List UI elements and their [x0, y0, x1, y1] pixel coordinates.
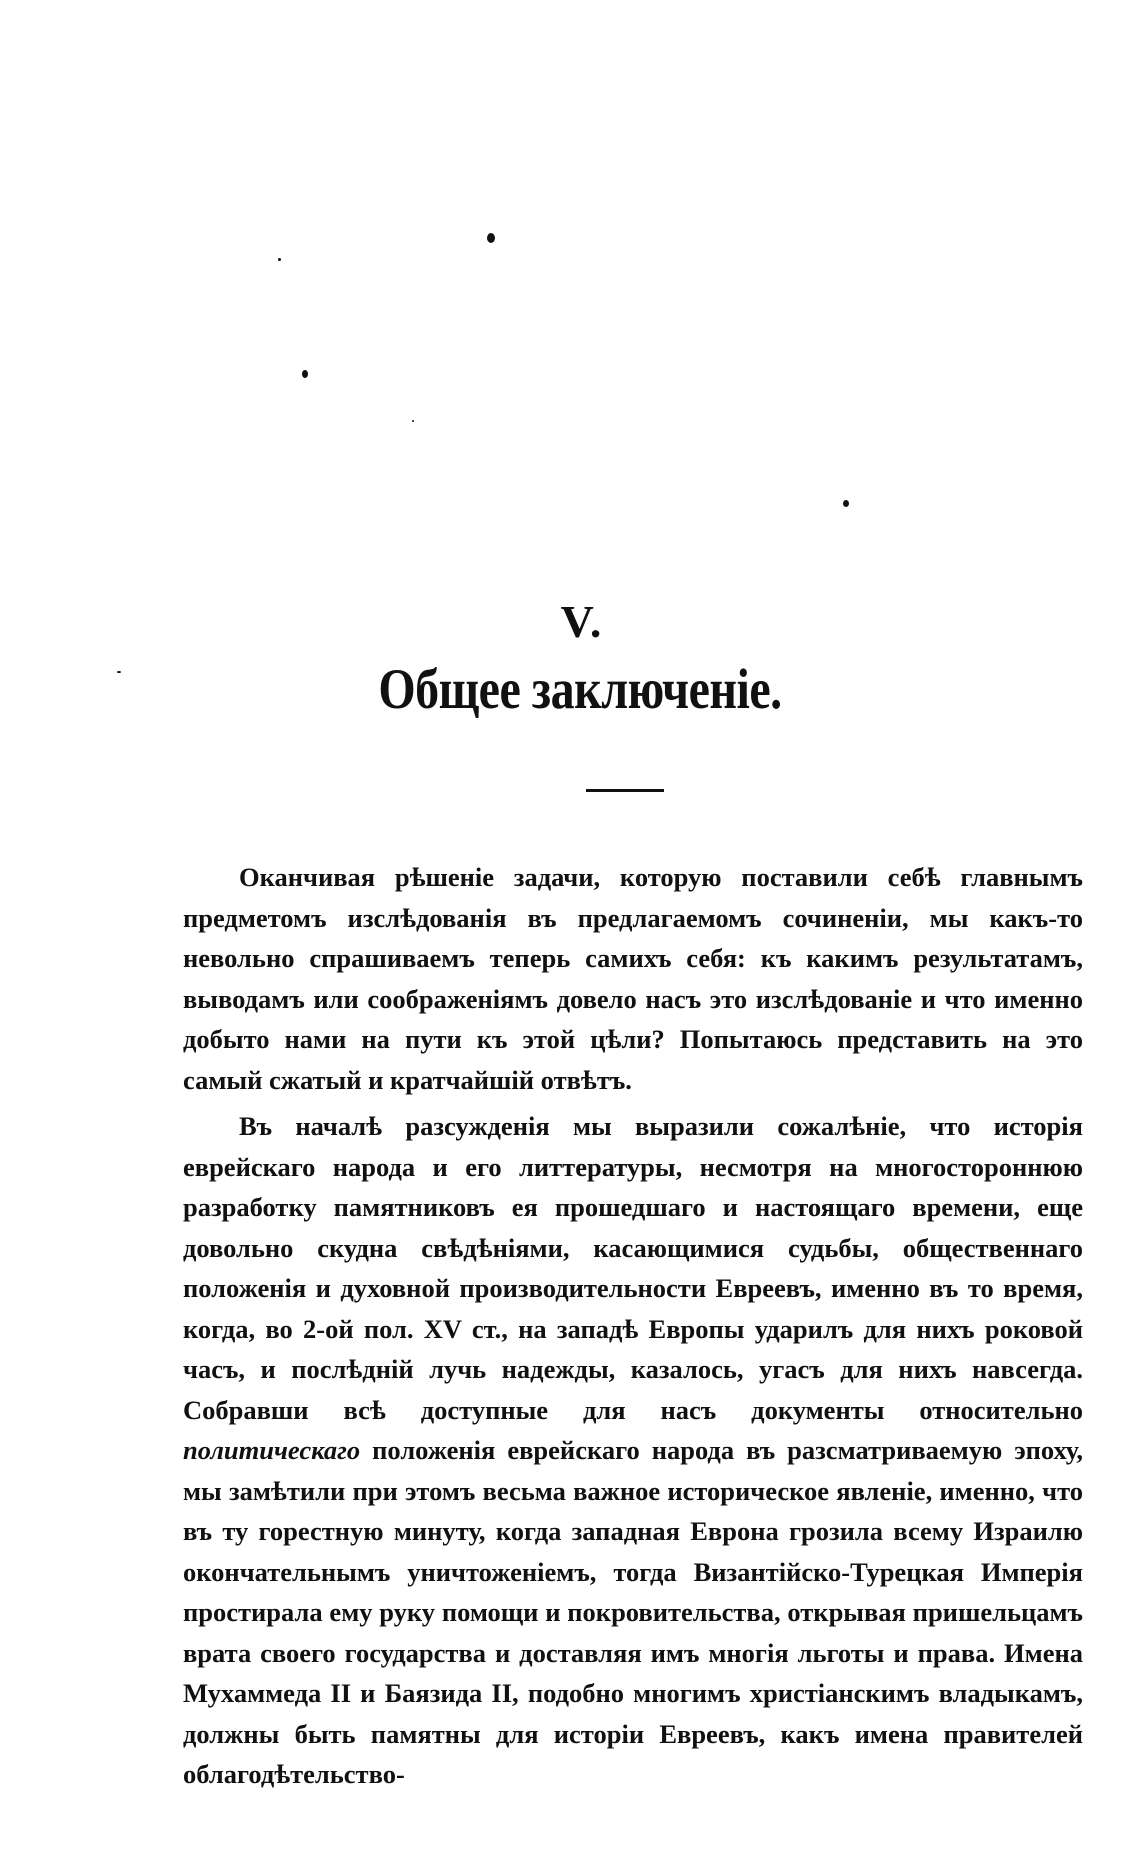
italic-word: политическаго [183, 1435, 361, 1465]
scan-speck [278, 258, 281, 261]
body-text [183, 857, 1083, 1795]
scan-speck [412, 420, 414, 422]
paragraph-1: Оканчивая рѣшеніе задачи, которую поставили себѣ главнымъ предметомъ изслѣдованія въ предлагаемомъ сочиненіи, мы какъ-то невольно спрашиваемъ теперь самихъ себя: къ какимъ результатамъ, выводамъ или соображеніямъ довело насъ это изслѣдованіе и что именно добыто нами на пути къ этой цѣли? Попытаюсь представить на это самый сжатый и кратчайшій отвѣтъ. [183, 862, 1083, 1095]
paragraph-2-part-1: Въ началѣ разсужденія мы выразили сожалѣніе, что исторія еврейскаго народа и его литтературы, несмотря на многостороннюю разработку памятниковъ ея прошедшаго и настоящаго времени, еще довольно скудна свѣдѣніями, касающимися судьбы, общественнаго положенія и духовной производительности Евреевъ, именно въ то время, когда, во 2-ой пол. XV ст., на западѣ Европы ударилъ для нихъ роковой часъ, и послѣдній лучь надежды, казалось, угасъ для нихъ навсегда. Собравши всѣ доступные для насъ документы относительно [183, 1111, 1083, 1425]
title-divider [586, 789, 664, 792]
chapter-number: V. [560, 596, 604, 647]
paragraph-2 [183, 1106, 1083, 1795]
scan-speck [302, 370, 308, 378]
scan-speck [487, 233, 495, 243]
scan-speck [843, 500, 849, 507]
paragraph-2-part-2: положенія еврейскаго народа въ разсматриваемую эпоху, мы замѣтили при этомъ весьма важное историческое явленіе, именно, что въ ту горестную минуту, когда западная Еврона грозила всему Израилю окончательнымъ уничтоженіемъ, тогда Византійско-Турецкая Имперія простирала ему руку помощи и покровительства, открывая пришельцамъ врата своего государства и доставляя имъ многія льготы и права. Имена Мухаммеда II и Баязида II, подобно многимъ христіанскимъ владыкамъ, должны быть памятны для исторіи Евреевъ, какъ имена правителей облагодѣтельство- [183, 1435, 1083, 1789]
chapter-title: Общее заключеніе. [378, 658, 782, 721]
